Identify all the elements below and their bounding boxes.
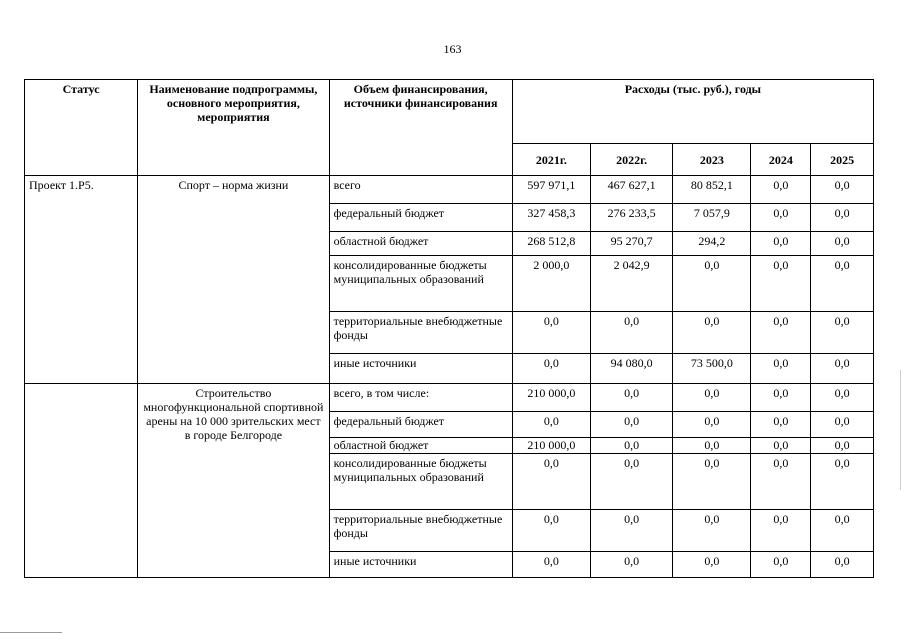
value-cell: 0,0 <box>751 176 811 204</box>
value-cell: 2 042,9 <box>590 256 672 312</box>
value-cell: 0,0 <box>811 354 874 384</box>
value-cell: 327 458,3 <box>512 204 590 232</box>
value-cell: 73 500,0 <box>673 354 751 384</box>
value-cell: 0,0 <box>751 454 811 510</box>
value-cell: 0,0 <box>512 454 590 510</box>
value-cell: 0,0 <box>751 312 811 354</box>
value-cell: 0,0 <box>751 384 811 412</box>
value-cell: 0,0 <box>512 412 590 438</box>
table-row <box>25 384 874 412</box>
value-cell: 597 971,1 <box>512 176 590 204</box>
page-number: 163 <box>443 42 462 56</box>
value-cell: 0,0 <box>590 552 672 578</box>
value-cell: 0,0 <box>811 384 874 412</box>
source-cell: иные источники <box>329 552 512 578</box>
source-cell: областной бюджет <box>329 232 512 256</box>
value-cell: 0,0 <box>673 256 751 312</box>
source-cell: всего <box>329 176 512 204</box>
value-cell: 0,0 <box>751 510 811 552</box>
value-cell: 0,0 <box>811 176 874 204</box>
value-cell: 2 000,0 <box>512 256 590 312</box>
source-cell: территориальные внебюджетные фонды <box>329 312 512 354</box>
value-cell: 0,0 <box>751 354 811 384</box>
financing-table <box>24 79 874 578</box>
source-cell: областной бюджет <box>329 438 512 454</box>
header-year: 2024 <box>751 144 811 176</box>
value-cell: 0,0 <box>751 232 811 256</box>
value-cell: 0,0 <box>590 312 672 354</box>
value-cell: 210 000,0 <box>512 438 590 454</box>
status-cell <box>25 384 138 578</box>
table-row <box>25 176 874 204</box>
scan-edge-mark <box>0 632 62 633</box>
name-cell: Спорт – норма жизни <box>138 176 329 384</box>
value-cell: 276 233,5 <box>590 204 672 232</box>
value-cell: 0,0 <box>673 510 751 552</box>
value-cell: 80 852,1 <box>673 176 751 204</box>
value-cell: 0,0 <box>751 552 811 578</box>
value-cell: 294,2 <box>673 232 751 256</box>
value-cell: 94 080,0 <box>590 354 672 384</box>
value-cell: 0,0 <box>811 412 874 438</box>
header-name: Наименование подпрограммы, основного мероприятия, мероприятия <box>138 80 329 176</box>
value-cell: 0,0 <box>512 510 590 552</box>
value-cell: 0,0 <box>751 438 811 454</box>
value-cell: 0,0 <box>673 312 751 354</box>
value-cell: 0,0 <box>811 256 874 312</box>
value-cell: 0,0 <box>673 454 751 510</box>
value-cell: 0,0 <box>811 510 874 552</box>
header-expenses: Расходы (тыс. руб.), годы <box>512 80 873 144</box>
source-cell: всего, в том числе: <box>329 384 512 412</box>
header-year: 2023 <box>673 144 751 176</box>
value-cell: 0,0 <box>811 204 874 232</box>
source-cell: иные источники <box>329 354 512 384</box>
value-cell: 0,0 <box>673 552 751 578</box>
value-cell: 0,0 <box>751 256 811 312</box>
value-cell: 467 627,1 <box>590 176 672 204</box>
header-year: 2021г. <box>512 144 590 176</box>
value-cell: 0,0 <box>811 438 874 454</box>
value-cell: 95 270,7 <box>590 232 672 256</box>
value-cell: 0,0 <box>811 454 874 510</box>
value-cell: 0,0 <box>811 312 874 354</box>
value-cell: 0,0 <box>673 384 751 412</box>
header-year: 2022г. <box>590 144 672 176</box>
value-cell: 0,0 <box>512 354 590 384</box>
value-cell: 210 000,0 <box>512 384 590 412</box>
value-cell: 0,0 <box>590 412 672 438</box>
value-cell: 0,0 <box>811 232 874 256</box>
value-cell: 268 512,8 <box>512 232 590 256</box>
value-cell: 0,0 <box>512 312 590 354</box>
scan-edge-mark <box>900 370 901 490</box>
value-cell: 0,0 <box>673 438 751 454</box>
header-year: 2025 <box>811 144 874 176</box>
header-status: Статус <box>25 80 138 176</box>
value-cell: 0,0 <box>751 204 811 232</box>
value-cell: 0,0 <box>590 384 672 412</box>
name-cell: Строительство многофункциональной спортивной арены на 10 000 зрительских мест в городе Белгороде <box>138 384 329 578</box>
source-cell: консолидированные бюджеты муниципальных образований <box>329 256 512 312</box>
source-cell: консолидированные бюджеты муниципальных образований <box>329 454 512 510</box>
value-cell: 0,0 <box>590 438 672 454</box>
value-cell: 0,0 <box>673 412 751 438</box>
value-cell: 0,0 <box>590 454 672 510</box>
value-cell: 7 057,9 <box>673 204 751 232</box>
source-cell: территориальные внебюджетные фонды <box>329 510 512 552</box>
value-cell: 0,0 <box>811 552 874 578</box>
header-volume: Объем финансирования, источники финансирования <box>329 80 512 176</box>
source-cell: федеральный бюджет <box>329 412 512 438</box>
value-cell: 0,0 <box>590 510 672 552</box>
status-cell: Проект 1.Р5. <box>25 176 138 384</box>
value-cell: 0,0 <box>512 552 590 578</box>
value-cell: 0,0 <box>751 412 811 438</box>
source-cell: федеральный бюджет <box>329 204 512 232</box>
